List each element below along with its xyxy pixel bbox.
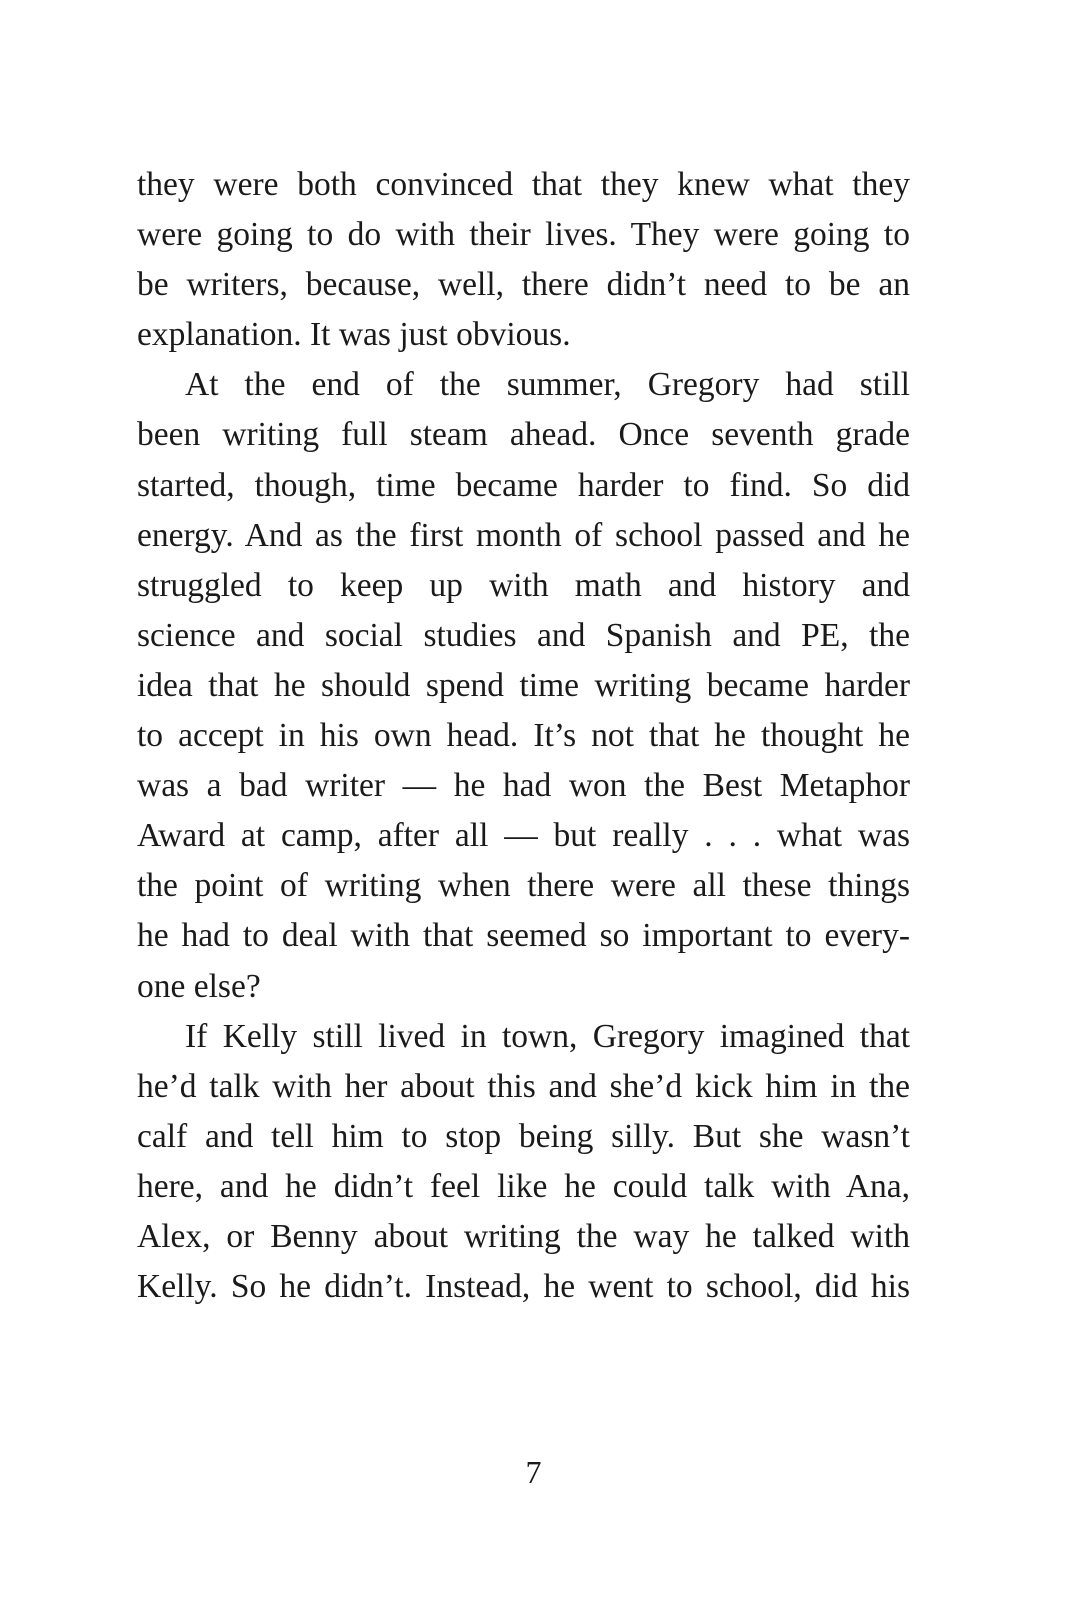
text-line: science and social studies and Spanish and PE, the xyxy=(137,616,910,654)
body-text xyxy=(137,160,910,1312)
text-line: energy. And as the first month of school passed and he xyxy=(137,516,910,554)
text-line: to accept in his own head. It’s not that he thought he xyxy=(137,717,910,755)
text-line: they were both convinced that they knew what they xyxy=(137,166,910,203)
text-line: he’d talk with her about this and she’d kick him in the xyxy=(137,1067,910,1105)
text-line: At the end of the summer, Gregory had still xyxy=(185,366,910,404)
text-line: was a bad writer — he had won the Best Metaphor xyxy=(137,767,910,805)
text-line: Kelly. So he didn’t. Instead, he went to school, did his xyxy=(137,1268,910,1306)
text-line: calf and tell him to stop being silly. But she wasn’t xyxy=(137,1117,910,1155)
text-line: struggled to keep up with math and history and xyxy=(137,566,910,604)
text-line: been writing full steam ahead. Once seventh grade xyxy=(137,416,910,454)
text-line: be writers, because, well, there didn’t need to be an xyxy=(137,266,910,304)
text-line: explanation. It was just obvious. xyxy=(137,316,571,354)
text-line: idea that he should spend time writing became harder xyxy=(137,666,910,704)
text-line: Award at camp, after all — but really . . . what was xyxy=(137,817,910,855)
text-line: If Kelly still lived in town, Gregory imagined that xyxy=(185,1017,910,1055)
text-line: started, though, time became harder to find. So did xyxy=(137,466,910,504)
text-line: were going to do with their lives. They were going to xyxy=(137,216,910,254)
page-number: 7 xyxy=(525,1454,542,1490)
text-line: here, and he didn’t feel like he could talk with Ana, xyxy=(137,1167,910,1205)
text-line: Alex, or Benny about writing the way he talked with xyxy=(137,1217,910,1255)
text-line: the point of writing when there were all these things xyxy=(137,867,910,905)
text-line: he had to deal with that seemed so important to every- xyxy=(137,917,910,955)
text-line: one else? xyxy=(137,967,261,1005)
